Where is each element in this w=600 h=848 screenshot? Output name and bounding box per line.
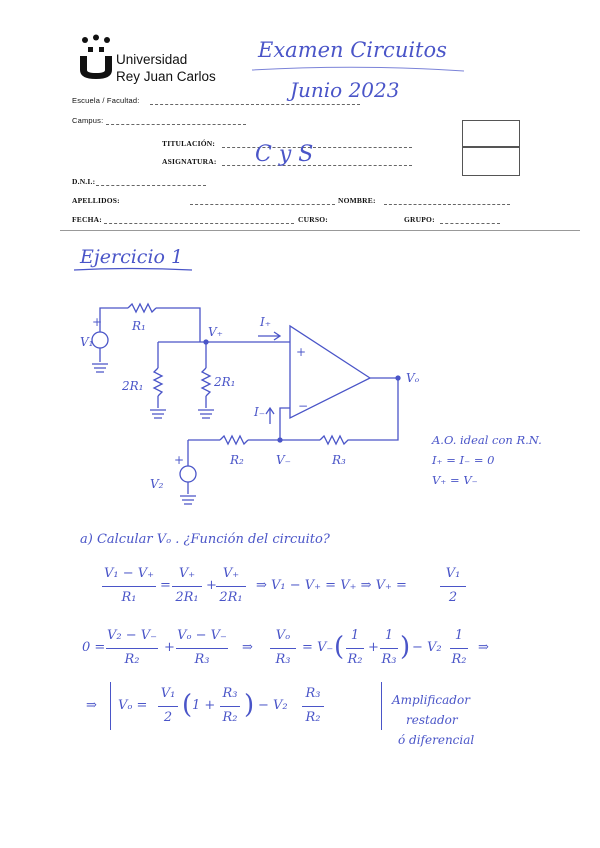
conclusion-line3: ó diferencial (398, 733, 475, 747)
eq1-t2-den: 2R₁ (175, 590, 199, 605)
iplus-label: I₊ (260, 315, 272, 329)
eq3-a-bar (158, 706, 178, 707)
r1-label: R₁ (132, 319, 146, 333)
handwritten-date: Junio 2023 (290, 78, 400, 102)
eq1-t3-bar (216, 586, 246, 587)
eq3-lparen: ( (182, 690, 193, 720)
equation-3-result (86, 686, 386, 738)
eq2-plus2: + (368, 640, 379, 655)
eq2-arrow1: ⇒ (242, 640, 253, 655)
vminus-label: V₋ (276, 453, 291, 467)
eq3-c-den: R₂ (305, 710, 321, 725)
escuela-label: Escuela / Facultad: (72, 96, 140, 105)
eq2-tail: − V₂ (412, 640, 442, 655)
fecha-line (104, 223, 294, 224)
eq2-f-den: R₂ (451, 652, 467, 667)
university-name-line2: Rey Juan Carlos (116, 69, 216, 84)
eq2-arrow2: ⇒ (478, 640, 489, 655)
eq3-vo: Vₒ = (118, 698, 148, 713)
university-logo (70, 28, 270, 98)
eq1-res-den: 2 (448, 590, 458, 605)
exercise-title-underline (72, 264, 202, 276)
eq1-lhs-den: R₁ (121, 590, 137, 605)
title-underline (250, 62, 470, 76)
curso-label: CURSO: (298, 215, 328, 224)
eq3-b-bar (220, 706, 240, 707)
eq2-plus: + (164, 640, 175, 655)
nombre-line (384, 204, 510, 205)
question-a: a) Calcular Vₒ . ¿Función del circuito? (80, 532, 330, 547)
left-2r1-ground-icon (150, 396, 166, 418)
eq1-res-bar (440, 586, 466, 587)
r1-resistor (128, 304, 156, 312)
urjc-crown-icon (76, 34, 116, 80)
eq3-c-bar (302, 706, 324, 707)
equation-1 (100, 566, 560, 616)
eq2-rparen: ) (400, 632, 411, 662)
eq2-c-num: Vₒ (275, 628, 291, 643)
v2-plus-sign: + (174, 453, 185, 467)
eq2-a-den: R₂ (124, 652, 140, 667)
eq3-a-den: 2 (163, 710, 173, 725)
eq1-lhs-num: V₁ − V₊ (103, 566, 154, 581)
nombre-label: NOMBRE: (338, 196, 376, 205)
eq2-e-bar (380, 648, 398, 649)
eq2-d-num: 1 (350, 628, 360, 643)
eq2-b-den: R₃ (194, 652, 210, 667)
vo-label: Vₒ (406, 371, 420, 385)
note-ideal-opamp: A.O. ideal con R.N. (432, 433, 542, 447)
dni-label: D.N.I.: (72, 177, 96, 186)
escuela-line (150, 104, 360, 105)
left-2r1-resistor (154, 368, 162, 396)
v1-source-symbol (92, 332, 108, 348)
titulacion-label: TITULACIÓN: (162, 139, 216, 148)
eq3-a-num: V₁ (160, 686, 176, 701)
v2-source-symbol (180, 466, 196, 482)
grade-box-top (462, 120, 520, 148)
iplus-arrow (258, 332, 280, 340)
conclusion-line2: restador (406, 713, 458, 727)
equation-2 (82, 628, 562, 678)
iminus-arrow (266, 408, 274, 424)
eq2-a-bar (106, 648, 158, 649)
opamp-minus-label: − (298, 399, 309, 413)
eq2-e-num: 1 (384, 628, 394, 643)
note-currents: I₊ = I₋ = 0 (432, 453, 495, 467)
campus-label: Campus: (72, 116, 104, 125)
r3-label: R₃ (332, 453, 346, 467)
handwritten-exam-title: Examen Circuitos (258, 38, 447, 62)
grade-box-bottom (462, 146, 520, 176)
eq1-t2-num: V₊ (178, 566, 196, 581)
eq2-lparen: ( (334, 632, 345, 662)
eq1-lhs-bar (102, 586, 156, 587)
r3-resistor (320, 436, 360, 444)
eq3-one-plus: 1 + (192, 698, 216, 713)
eq3-rparen: ) (244, 690, 255, 720)
handwritten-subject: C y S (255, 142, 314, 167)
eq2-d-den: R₂ (347, 652, 363, 667)
r2-label: R₂ (230, 453, 244, 467)
opamp-circuit-diagram (70, 290, 430, 520)
grupo-line (440, 223, 500, 224)
iminus-label: I₋ (254, 405, 266, 419)
opamp-assumptions (432, 430, 542, 490)
eq1-t3-den: 2R₁ (219, 590, 243, 605)
eq2-a-num: V₂ − V₋ (106, 628, 157, 643)
feedback-wire-right (360, 378, 398, 440)
eq2-b-bar (176, 648, 228, 649)
v2-ground-icon (180, 482, 196, 504)
eq3-minus: − V₂ (258, 698, 288, 713)
eq3-c-num: R₃ (305, 686, 321, 701)
eq3-b-den: R₂ (222, 710, 238, 725)
eq2-mid: = V₋ (302, 640, 334, 655)
v1-label: V₁ (80, 335, 94, 349)
right-2r1-resistor (202, 368, 210, 396)
vminus-node-dot (278, 438, 282, 442)
eq2-f-bar (450, 648, 468, 649)
eq1-equals: = (160, 578, 171, 593)
eq2-b-num: Vₒ − V₋ (177, 628, 227, 643)
apellidos-line (190, 204, 335, 205)
eq1-t2-bar (172, 586, 202, 587)
r2-resistor (220, 436, 248, 444)
inverting-input-wire (280, 408, 290, 440)
titulacion-line (222, 147, 412, 148)
eq1-t3-num: V₊ (222, 566, 240, 581)
eq1-res-num: V₁ (445, 566, 461, 581)
dni-line (96, 185, 206, 186)
note-voltages: V₊ = V₋ (432, 473, 478, 487)
right-2r1-label: 2R₁ (214, 375, 236, 389)
apellidos-label: APELLIDOS: (72, 196, 120, 205)
asignatura-line (222, 165, 412, 166)
eq3-arrow: ⇒ (86, 698, 97, 713)
conclusion-line1: Amplificador (392, 693, 470, 707)
opamp-plus-sign: + (296, 345, 307, 359)
vplus-node-dot (204, 340, 208, 344)
eq2-e-den: R₃ (381, 652, 397, 667)
vplus-label: V₊ (208, 325, 223, 339)
eq2-d-bar (346, 648, 364, 649)
v1-ground-icon (92, 364, 108, 372)
vo-node-dot (396, 376, 400, 380)
v1-top-wire (100, 308, 128, 332)
eq2-f-num: 1 (454, 628, 464, 643)
eq2-c-bar (270, 648, 296, 649)
asignatura-label: ASIGNATURA: (162, 157, 217, 166)
eq3-b-num: R₃ (222, 686, 238, 701)
university-name-line1: Universidad (116, 52, 188, 67)
campus-line (106, 124, 246, 125)
header-divider (60, 230, 580, 231)
v1-plus-sign: + (92, 315, 103, 329)
eq2-zero: 0 = (82, 640, 106, 655)
v2-label: V₂ (150, 477, 164, 491)
fecha-label: FECHA: (72, 215, 102, 224)
exercise-title: Ejercicio 1 (80, 246, 184, 268)
eq2-c-den: R₃ (275, 652, 291, 667)
eq1-plus: + (206, 578, 217, 593)
grupo-label: GRUPO: (404, 215, 435, 224)
conclusion-text (392, 690, 474, 750)
r1-right-wire (156, 308, 200, 342)
right-2r1-ground-icon (198, 396, 214, 418)
left-2r1-label: 2R₁ (122, 379, 144, 393)
eq1-middle: ⇒ V₁ − V₊ = V₊ ⇒ V₊ = (256, 578, 407, 593)
